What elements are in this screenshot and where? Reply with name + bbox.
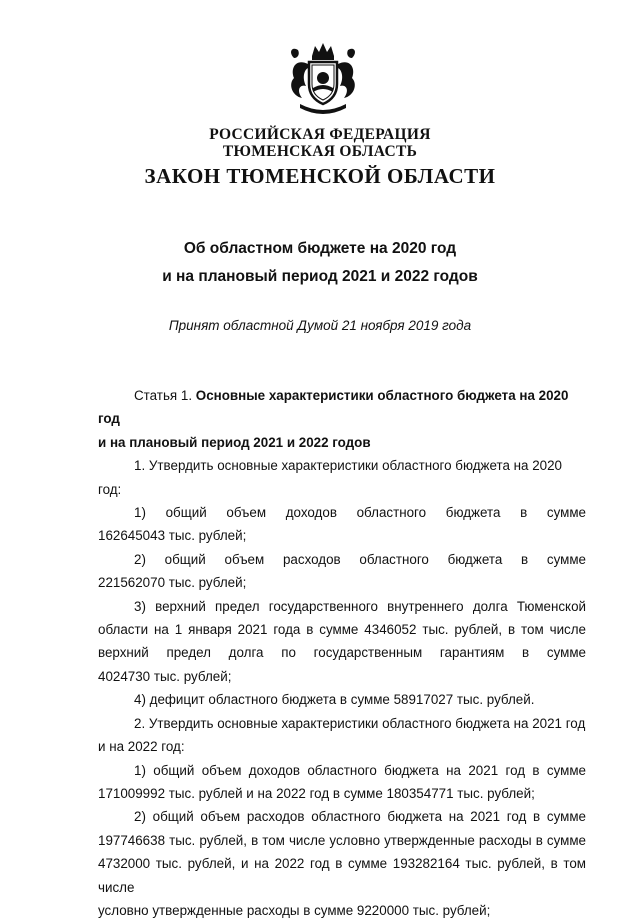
paragraph: 2) общий объем расходов областного бюджета на 2021 год в сумме <box>134 809 586 825</box>
document-title-line1: Об областном бюджете на 2020 год <box>183 240 457 257</box>
article-heading <box>98 384 586 431</box>
article-heading-cont <box>98 431 586 454</box>
coat-of-arms-icon <box>282 38 364 120</box>
paragraph: верхний предел долга по государственным гарантиям в сумме <box>98 645 586 661</box>
paragraph: условно утвержденные расходы в сумме 9220000 тыс. рублей; <box>98 902 491 918</box>
paragraph: 3) верхний предел государственного внутреннего долга Тюменской <box>134 598 586 614</box>
header-region: ТЮМЕНСКАЯ ОБЛАСТЬ <box>222 143 418 160</box>
article-body <box>98 384 586 922</box>
paragraph: и на 2022 год: <box>98 739 185 755</box>
paragraph: 197746638 тыс. рублей, в том числе условно утвержденные расходы в сумме <box>98 832 586 848</box>
paragraph: 221562070 тыс. рублей; <box>98 575 247 591</box>
paragraph: 1) общий объем доходов областного бюджета на 2021 год в сумме <box>134 762 586 778</box>
article-label: Статья 1. <box>134 388 193 403</box>
paragraph: 1) общий объем доходов областного бюджета в сумме <box>134 505 586 521</box>
paragraph: 1. Утвердить основные характеристики областного бюджета на 2020 год: <box>98 458 563 497</box>
paragraph: 4732000 тыс. рублей, и на 2022 год в сумме 193282164 тыс. рублей, в том числе <box>98 856 586 895</box>
header-country: РОССИЙСКАЯ ФЕДЕРАЦИЯ <box>209 126 431 143</box>
paragraph: 2. Утвердить основные характеристики областного бюджета на 2021 год <box>134 715 586 731</box>
document-title-line2: и на плановый период 2021 и 2022 годов <box>162 268 478 285</box>
paragraph: 2) общий объем расходов областного бюджета в сумме <box>134 551 586 567</box>
document-type: ЗАКОН ТЮМЕНСКОЙ ОБЛАСТИ <box>144 164 496 188</box>
paragraph: 162645043 тыс. рублей; <box>98 528 247 544</box>
article-title-a: Основные характеристики областного бюджета на 2020 год <box>98 388 569 427</box>
paragraph: 4024730 тыс. рублей; <box>98 668 232 684</box>
adoption-note: Принят областной Думой 21 ноября 2019 года <box>168 318 472 333</box>
paragraph: области на 1 января 2021 года в сумме 4346052 тыс. рублей, в том числе <box>98 622 586 638</box>
paragraph: 4) дефицит областного бюджета в сумме 58917027 тыс. рублей. <box>134 692 535 708</box>
article-title-b: и на плановый период 2021 и 2022 годов <box>98 434 371 450</box>
paragraph: 171009992 тыс. рублей и на 2022 год в сумме 180354771 тыс. рублей; <box>98 785 535 801</box>
